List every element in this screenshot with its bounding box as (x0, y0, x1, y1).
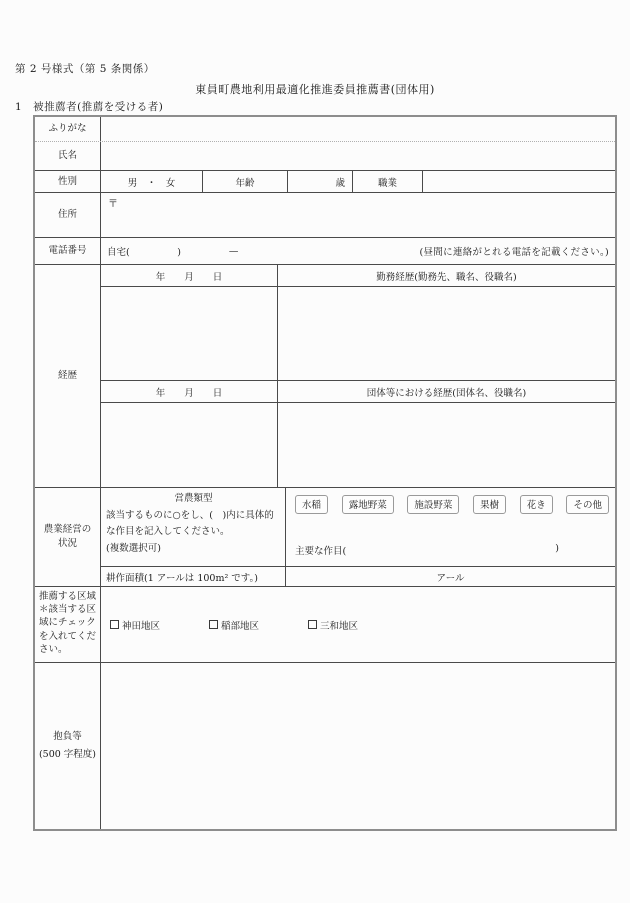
gender-options[interactable]: 男 ・ 女 (101, 171, 203, 192)
crop-chip-open-field-veg[interactable]: 露地野菜 (342, 495, 394, 514)
career-work-body-row (101, 287, 615, 381)
cultivated-area-label: 耕作面積(1 アールは 100m² です。) (101, 567, 286, 586)
recommendation-form-table (33, 115, 617, 831)
furigana-input[interactable] (101, 117, 615, 141)
career-work-date-input[interactable] (101, 287, 278, 380)
address-label: 住所 (35, 193, 101, 237)
furigana-row (35, 117, 615, 141)
district-option-inabe[interactable]: 稲部地区 (209, 618, 259, 632)
crop-chip-flower[interactable]: 花き (520, 495, 553, 514)
district-row (35, 586, 615, 662)
main-crop-suffix: ) (555, 543, 559, 554)
career-label: 経歴 (35, 265, 101, 487)
phone-input[interactable] (101, 238, 615, 264)
farming-crop-area (286, 488, 615, 566)
aspiration-label: 抱負等 (500 字程度) (35, 663, 101, 829)
crop-chip-other[interactable]: その他 (566, 495, 609, 514)
aspiration-row (35, 662, 615, 829)
farming-row (35, 487, 615, 586)
occupation-input[interactable] (423, 171, 615, 192)
furigana-label: ふりがな (35, 117, 101, 141)
name-row (35, 141, 615, 170)
career-org-body-row (101, 403, 615, 487)
name-label: 氏名 (35, 142, 101, 170)
career-work-header: 勤務経歴(勤務先、職名、役職名) (376, 271, 517, 283)
career-org-date-header: 年 月 日 (101, 381, 278, 402)
district-options (101, 587, 615, 662)
phone-dash: — (228, 245, 239, 257)
phone-label: 電話番号 (35, 238, 101, 264)
career-org-desc-input[interactable] (278, 403, 615, 487)
farming-type-note-cell (101, 488, 286, 566)
crop-chip-list (295, 495, 609, 514)
form-number: 第 2 号様式（第 5 条関係） (15, 63, 155, 75)
gender-age-cells (101, 171, 615, 192)
career-work-desc-input[interactable] (278, 287, 615, 380)
crop-chip-greenhouse-veg[interactable]: 施設野菜 (407, 495, 459, 514)
gender-label: 性別 (35, 171, 101, 192)
aspiration-input[interactable] (101, 663, 615, 829)
crop-chip-fruit[interactable]: 果樹 (473, 495, 506, 514)
district-option-miwa[interactable]: 三和地区 (308, 618, 358, 632)
crop-chip-rice[interactable]: 水稲 (295, 495, 328, 514)
farming-cells (101, 488, 615, 586)
cultivated-area-row (101, 567, 615, 586)
career-date-header: 年 月 日 (101, 265, 278, 286)
address-row (35, 192, 615, 237)
name-input[interactable] (101, 142, 615, 170)
phone-home-blank: 自宅( ) (107, 247, 181, 258)
checkbox-icon[interactable] (110, 620, 119, 629)
address-input[interactable] (101, 193, 615, 237)
occupation-label: 職業 (353, 171, 423, 192)
career-org-header: 団体等における経歴(団体名、役職名) (366, 387, 527, 399)
farming-label: 農業経営の 状況 (35, 488, 101, 586)
district-label: 推薦する区域 ＊該当する区 域にチェック を入れてくだ さい。 (35, 587, 101, 662)
cultivated-area-input[interactable] (286, 570, 615, 584)
career-org-header-row (101, 381, 615, 403)
checkbox-icon[interactable] (209, 620, 218, 629)
checkbox-icon[interactable] (308, 620, 317, 629)
career-row (35, 264, 615, 487)
main-crop-prefix: 主要な作目( (295, 546, 347, 557)
farming-type-title: 営農類型 (174, 493, 213, 504)
area-unit: アール (436, 572, 465, 584)
page-title: 東員町農地利用最適化推進委員推薦書(団体用) (195, 83, 435, 96)
career-tables (101, 265, 615, 487)
section-heading: 1 被推薦者(推薦を受ける者) (15, 101, 164, 113)
district-option-kanda[interactable]: 神田地区 (110, 618, 160, 632)
farming-type-note: 該当するものに○をし、( )内に具体的な作目を記入してください。 (106, 509, 274, 537)
farming-main (101, 488, 615, 567)
farming-type-note2: (複数選択可) (106, 542, 161, 554)
gender-age-occupation-row (35, 170, 615, 192)
career-org-date-input[interactable] (101, 403, 278, 487)
career-work-header-row (101, 265, 615, 287)
main-crop-input[interactable] (295, 543, 609, 557)
age-unit-cell[interactable]: 歳 (288, 171, 353, 192)
phone-row (35, 237, 615, 264)
age-label: 年齢 (203, 171, 288, 192)
postal-mark-icon: 〒 (108, 199, 118, 210)
phone-note: (昼間に連絡がとれる電話を記載ください。) (419, 247, 609, 258)
